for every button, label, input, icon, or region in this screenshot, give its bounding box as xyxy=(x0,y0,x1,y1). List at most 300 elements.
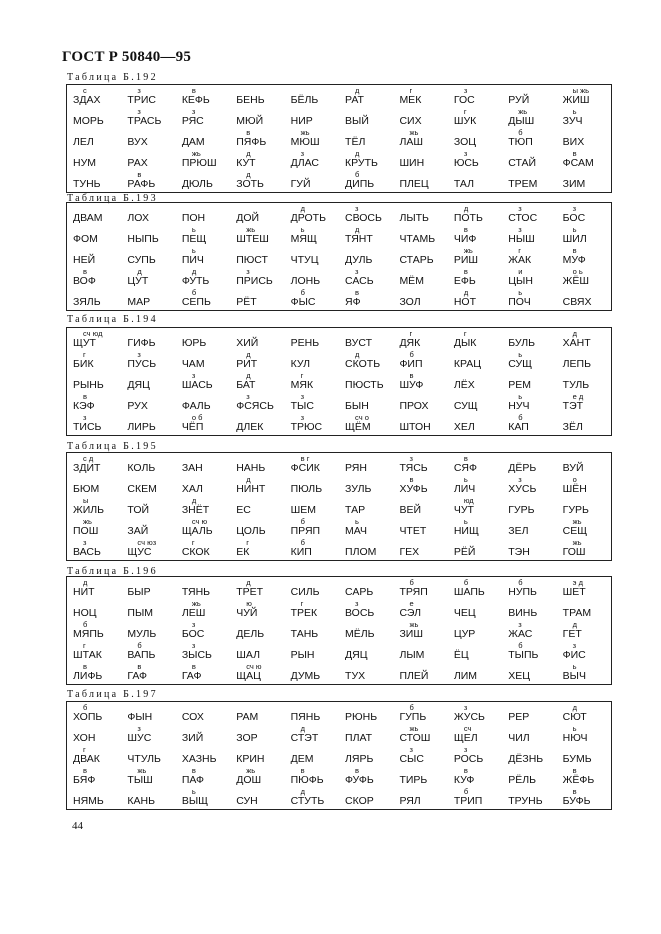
pronunciation-mark: д xyxy=(246,578,251,587)
word-text: СКОР xyxy=(345,795,374,807)
pronunciation-mark: в xyxy=(572,149,577,158)
word-cell xyxy=(393,371,447,391)
table-row xyxy=(67,349,611,370)
word-cell xyxy=(285,629,339,640)
word-cell xyxy=(448,288,502,308)
pronunciation-mark: ь xyxy=(518,392,523,401)
word-cell xyxy=(176,137,230,148)
word-text: САСЬ xyxy=(345,275,374,287)
word-text: ВУЙ xyxy=(562,462,584,474)
word-cell xyxy=(557,329,611,349)
pronunciation-mark: ь xyxy=(300,225,305,234)
word-cell xyxy=(339,116,393,127)
table-row xyxy=(67,495,611,516)
word-text: ПОТЬ xyxy=(453,212,483,224)
word-text: СОХ xyxy=(181,711,204,723)
word-text: ШУФ xyxy=(399,379,424,391)
word-cell xyxy=(285,724,339,744)
word-cell xyxy=(285,255,339,266)
word-text: ПРИСЬ xyxy=(236,275,273,287)
word-text: ЧТУЛЬ xyxy=(127,753,161,765)
word-text: КЭФ xyxy=(73,400,95,412)
word-cell xyxy=(67,86,121,106)
table-row xyxy=(67,169,611,190)
word-text: СУН xyxy=(236,795,258,807)
word-text: ЩАЦ xyxy=(236,670,261,682)
word-text: ГУРЬ xyxy=(562,504,589,516)
word-text: ШУС xyxy=(127,732,152,744)
word-cell xyxy=(67,733,121,744)
pronunciation-mark: о б xyxy=(191,413,203,422)
word-text: ЗИЙ xyxy=(181,732,204,744)
word-cell xyxy=(176,107,230,127)
word-text: ЗУЧ xyxy=(562,115,583,127)
word-text: БАТ xyxy=(236,379,256,391)
word-cell xyxy=(67,620,121,640)
word-cell xyxy=(230,662,284,682)
word-text: КУФ xyxy=(453,774,475,786)
pronunciation-mark: д xyxy=(463,288,469,297)
word-text: ЦУР xyxy=(453,628,476,640)
pronunciation-mark: з xyxy=(246,267,250,276)
pronunciation-mark: з xyxy=(409,454,413,463)
word-cell xyxy=(285,484,339,495)
word-text: НАНЬ xyxy=(236,462,266,474)
pronunciation-mark: о xyxy=(572,475,577,484)
word-text: ЖЁФЬ xyxy=(562,774,595,786)
word-text: СЕПЬ xyxy=(181,296,211,308)
word-text: СТАРЬ xyxy=(399,254,434,266)
pronunciation-mark: жь xyxy=(409,724,419,733)
word-cell xyxy=(502,526,556,537)
word-text: ПОН xyxy=(181,212,206,224)
table-caption: Таблица Б.197 xyxy=(67,689,158,700)
word-cell xyxy=(502,128,556,148)
word-text: ТУЛЬ xyxy=(562,379,590,391)
word-cell xyxy=(176,787,230,807)
word-cell xyxy=(393,213,447,224)
pronunciation-mark: з xyxy=(83,538,87,547)
pronunciation-mark: з xyxy=(191,641,196,650)
word-text: ПРЮШ xyxy=(181,157,217,169)
word-text: ЗИМ xyxy=(562,178,586,190)
word-cell xyxy=(393,724,447,744)
table-row xyxy=(67,516,611,537)
word-text: СЯФ xyxy=(453,462,477,474)
word-text: СВОСЬ xyxy=(345,212,382,224)
word-cell xyxy=(285,225,339,245)
word-text: ГУЙ xyxy=(290,178,311,190)
pronunciation-mark: д xyxy=(83,578,88,587)
word-text: ПИЧ xyxy=(181,254,204,266)
word-cell xyxy=(502,608,556,619)
pronunciation-mark: жь xyxy=(572,538,582,547)
pronunciation-mark: з xyxy=(137,724,141,733)
word-cell xyxy=(339,547,393,558)
word-text: БЕНЬ xyxy=(236,94,265,106)
word-text: КИП xyxy=(290,546,312,558)
pronunciation-mark: б xyxy=(300,538,305,547)
table-row xyxy=(67,577,611,598)
word-text: ТЫШ xyxy=(127,774,153,786)
word-cell xyxy=(285,538,339,558)
word-cell xyxy=(393,547,447,558)
pronunciation-mark: е д xyxy=(572,392,584,401)
pronunciation-mark: в xyxy=(572,246,577,255)
word-text: ЖАС xyxy=(508,628,533,640)
word-cell xyxy=(339,401,393,412)
pronunciation-mark: жь xyxy=(246,225,256,234)
word-text: НЯМЬ xyxy=(73,795,104,807)
word-text: СЕЩ xyxy=(562,525,588,537)
page-number: 44 xyxy=(72,820,83,832)
word-cell xyxy=(393,350,447,370)
word-cell xyxy=(557,505,611,516)
pronunciation-mark: д xyxy=(355,149,360,158)
word-cell xyxy=(448,547,502,558)
word-cell xyxy=(121,338,175,349)
word-text: ФАЛЬ xyxy=(181,400,211,412)
word-text: ТЁЛ xyxy=(345,136,366,148)
word-text: НУМ xyxy=(73,157,96,169)
word-cell xyxy=(393,128,447,148)
word-text: ФУФЬ xyxy=(345,774,374,786)
word-text: ДАМ xyxy=(181,136,205,148)
word-text: ШЁН xyxy=(562,483,587,495)
word-text: СЫС xyxy=(399,753,424,765)
table-row xyxy=(67,702,611,723)
word-text: ГЕХ xyxy=(399,546,420,558)
word-text: НЫПЬ xyxy=(127,233,159,245)
pronunciation-mark: б xyxy=(83,703,88,712)
pronunciation-mark: в xyxy=(463,267,468,276)
word-cell xyxy=(339,754,393,765)
table-caption: Таблица Б.195 xyxy=(67,441,158,452)
word-text: СИЛЬ xyxy=(290,586,320,598)
word-cell xyxy=(67,641,121,661)
word-cell xyxy=(230,422,284,433)
word-cell xyxy=(230,170,284,190)
word-text: ЦОЛЬ xyxy=(236,525,266,537)
pronunciation-mark: жь xyxy=(191,149,201,158)
word-text: ФСЯСЬ xyxy=(236,400,274,412)
word-text: ШАПЬ xyxy=(453,586,485,598)
pronunciation-mark: д xyxy=(137,267,142,276)
word-text: ФСАМ xyxy=(562,157,594,169)
pronunciation-mark: з xyxy=(518,225,522,234)
pronunciation-mark: г xyxy=(83,641,86,650)
word-text: КУЛ xyxy=(290,358,311,370)
word-cell xyxy=(502,95,556,106)
word-cell xyxy=(557,754,611,765)
pronunciation-mark: д xyxy=(355,225,360,234)
word-cell xyxy=(393,454,447,474)
word-text: ЗОЦ xyxy=(453,136,477,148)
word-cell xyxy=(121,86,175,106)
pronunciation-mark: в xyxy=(83,766,87,775)
pronunciation-mark: жь xyxy=(409,620,419,629)
word-cell xyxy=(230,463,284,474)
word-text: ЧЕЦ xyxy=(453,607,476,619)
word-text: ПЛАТ xyxy=(345,732,373,744)
pronunciation-mark: в xyxy=(83,662,87,671)
word-cell xyxy=(285,712,339,723)
word-text: ФУТЬ xyxy=(181,275,210,287)
word-text: РАХ xyxy=(127,157,148,169)
pronunciation-mark: д xyxy=(246,475,251,484)
word-text: ТРАМ xyxy=(562,607,592,619)
table-caption: Таблица Б.192 xyxy=(67,72,158,83)
pronunciation-mark: в xyxy=(409,475,414,484)
word-text: РЁТ xyxy=(236,296,257,308)
word-cell xyxy=(67,392,121,412)
document-title: ГОСТ Р 50840—95 xyxy=(62,49,192,65)
word-cell xyxy=(121,234,175,245)
word-cell xyxy=(557,641,611,661)
word-text: ШАЛ xyxy=(236,649,260,661)
word-cell xyxy=(230,526,284,537)
pronunciation-mark: ы xyxy=(83,496,89,505)
word-cell xyxy=(176,733,230,744)
table-row xyxy=(67,391,611,412)
word-text: ДЕЛЬ xyxy=(236,628,265,640)
pronunciation-mark: з xyxy=(246,392,250,401)
word-text: КОЛЬ xyxy=(127,462,156,474)
word-cell xyxy=(448,745,502,765)
table-row xyxy=(67,85,611,106)
word-cell xyxy=(176,401,230,412)
pronunciation-mark: жь xyxy=(518,107,528,116)
table-caption: Таблица Б.196 xyxy=(67,566,158,577)
word-text: ЗОР xyxy=(236,732,258,744)
word-text: ФСИК xyxy=(290,462,320,474)
word-cell xyxy=(67,578,121,598)
word-text: ЖУСЬ xyxy=(453,711,485,723)
pronunciation-mark: д xyxy=(191,267,197,276)
word-text: ПЛОМ xyxy=(345,546,377,558)
word-text: ТРУНЬ xyxy=(508,795,543,807)
word-text: НИЩ xyxy=(453,525,479,537)
word-text: ПОЧ xyxy=(508,296,531,308)
pronunciation-mark: жь xyxy=(191,599,201,608)
word-cell xyxy=(121,766,175,786)
word-cell xyxy=(230,766,284,786)
word-cell xyxy=(285,338,339,349)
word-text: ДЮЛЬ xyxy=(181,178,213,190)
word-cell xyxy=(339,225,393,245)
word-text: МОРЬ xyxy=(73,115,104,127)
word-cell xyxy=(285,371,339,391)
word-text: ПЮЛЬ xyxy=(290,483,323,495)
pronunciation-mark: сч юз xyxy=(137,538,157,547)
table-row xyxy=(67,474,611,495)
word-cell xyxy=(67,297,121,308)
pronunciation-mark: б xyxy=(409,703,414,712)
table-row xyxy=(67,723,611,744)
pronunciation-mark: в xyxy=(83,267,87,276)
pronunciation-mark: жь xyxy=(137,766,147,775)
word-text: ЧАМ xyxy=(181,358,205,370)
word-text: ЖИШ xyxy=(562,94,590,106)
word-cell xyxy=(176,179,230,190)
word-cell xyxy=(557,724,611,744)
table-row xyxy=(67,412,611,433)
word-text: МУЛЬ xyxy=(127,628,157,640)
word-text: ЖИЛЬ xyxy=(73,504,105,516)
pronunciation-mark: в xyxy=(300,766,305,775)
word-text: ЛЕЛ xyxy=(73,136,94,148)
word-text: ТРИП xyxy=(453,795,483,807)
word-cell xyxy=(557,297,611,308)
word-cell xyxy=(393,599,447,619)
pronunciation-mark: г xyxy=(409,86,413,95)
word-text: РЫН xyxy=(290,649,315,661)
word-text: ПРОХ xyxy=(399,400,429,412)
pronunciation-mark: жь xyxy=(83,517,92,526)
word-cell xyxy=(67,703,121,723)
word-cell xyxy=(285,517,339,537)
word-text: ЧТАМЬ xyxy=(399,233,436,245)
word-text: ЦЫН xyxy=(508,275,533,287)
pronunciation-mark: о ь xyxy=(572,267,583,276)
word-cell xyxy=(557,538,611,558)
table-row xyxy=(67,598,611,619)
word-cell xyxy=(502,775,556,786)
word-cell xyxy=(557,422,611,433)
word-text: ТРЮС xyxy=(290,421,323,433)
word-text: ТАР xyxy=(345,504,366,516)
word-text: ТЭН xyxy=(508,546,530,558)
word-cell xyxy=(448,86,502,106)
table-row xyxy=(67,661,611,682)
word-cell xyxy=(502,288,556,308)
word-cell xyxy=(339,137,393,148)
word-text: ЩЕЛ xyxy=(453,732,478,744)
word-text: ЧТЕТ xyxy=(399,525,427,537)
word-cell xyxy=(67,158,121,169)
word-text: ДВАМ xyxy=(73,212,103,224)
word-cell xyxy=(339,671,393,682)
word-cell xyxy=(448,787,502,807)
word-text: ПЕЩ xyxy=(181,233,207,245)
word-text: ПЯФЬ xyxy=(236,136,267,148)
word-table xyxy=(66,576,612,685)
pronunciation-mark: б xyxy=(409,350,414,359)
pronunciation-mark: б xyxy=(463,787,469,796)
pronunciation-mark: в xyxy=(137,170,142,179)
word-text: ЧУТ xyxy=(453,504,474,516)
pronunciation-mark: с xyxy=(83,86,87,95)
word-text: ШТОН xyxy=(399,421,431,433)
word-cell xyxy=(502,620,556,640)
pronunciation-mark: б xyxy=(518,413,523,422)
word-text: СТАЙ xyxy=(508,157,537,169)
word-cell xyxy=(502,733,556,744)
pronunciation-mark: с д xyxy=(83,454,94,463)
word-text: КРАЦ xyxy=(453,358,482,370)
pronunciation-mark: б xyxy=(300,517,305,526)
word-cell xyxy=(448,650,502,661)
word-text: ПЫМ xyxy=(127,607,153,619)
word-text: ЗДАХ xyxy=(73,94,101,106)
word-text: ЗОТЬ xyxy=(236,178,264,190)
word-text: ЛЫТЬ xyxy=(399,212,429,224)
pronunciation-mark: д xyxy=(572,620,578,629)
word-text: БОС xyxy=(562,212,586,224)
table-row xyxy=(67,148,611,169)
word-text: ПЮСТ xyxy=(236,254,268,266)
pronunciation-mark: ы жь xyxy=(572,86,590,95)
word-cell xyxy=(448,179,502,190)
word-cell xyxy=(502,547,556,558)
word-text: ХЕЛ xyxy=(453,421,475,433)
word-text: ГУРЬ xyxy=(508,504,535,516)
word-cell xyxy=(176,484,230,495)
word-text: ТРЕТ xyxy=(236,586,264,598)
pronunciation-mark: г xyxy=(246,538,249,547)
word-text: ТЯНЬ xyxy=(181,586,211,598)
word-cell xyxy=(502,641,556,661)
pronunciation-mark: з xyxy=(518,204,522,213)
word-cell xyxy=(285,179,339,190)
word-cell xyxy=(393,234,447,245)
word-text: МУФ xyxy=(562,254,586,266)
word-text: ГОШ xyxy=(562,546,586,558)
pronunciation-mark: з xyxy=(463,149,468,158)
word-text: ТЮП xyxy=(508,136,533,148)
word-text: ЛЕШ xyxy=(181,607,206,619)
word-text: ЩЁМ xyxy=(345,421,371,433)
word-text: ДУЛЬ xyxy=(345,254,373,266)
word-text: ПУСЬ xyxy=(127,358,157,370)
word-cell xyxy=(339,350,393,370)
word-text: ВОСЬ xyxy=(345,607,375,619)
word-text: МЮШ xyxy=(290,136,320,148)
pronunciation-mark: б xyxy=(83,620,88,629)
word-cell xyxy=(176,463,230,474)
word-cell xyxy=(230,371,284,391)
word-cell xyxy=(230,754,284,765)
word-cell xyxy=(448,496,502,516)
word-text: ТУНЬ xyxy=(73,178,101,190)
word-text: БОС xyxy=(181,628,205,640)
pronunciation-mark: з xyxy=(518,620,522,629)
pronunciation-mark: з xyxy=(137,107,141,116)
word-text: КАНЬ xyxy=(127,795,155,807)
word-text: ВИНЬ xyxy=(508,607,538,619)
word-cell xyxy=(502,505,556,516)
word-text: ЮРЬ xyxy=(181,337,207,349)
word-text: МЁЛЬ xyxy=(345,628,375,640)
word-text: ШУК xyxy=(453,115,477,127)
pronunciation-mark: з xyxy=(463,86,468,95)
table-row xyxy=(67,786,611,807)
word-cell xyxy=(339,796,393,807)
word-text: МЁМ xyxy=(399,275,424,287)
word-cell xyxy=(121,587,175,598)
word-cell xyxy=(230,538,284,558)
word-text: ТУХ xyxy=(345,670,366,682)
word-cell xyxy=(557,463,611,474)
word-text: ГИФЬ xyxy=(127,337,156,349)
word-cell xyxy=(448,608,502,619)
word-cell xyxy=(176,149,230,169)
word-cell xyxy=(339,599,393,619)
word-cell xyxy=(67,517,121,537)
pronunciation-mark: в xyxy=(463,225,468,234)
word-text: ГАФ xyxy=(127,670,148,682)
word-cell xyxy=(230,255,284,266)
